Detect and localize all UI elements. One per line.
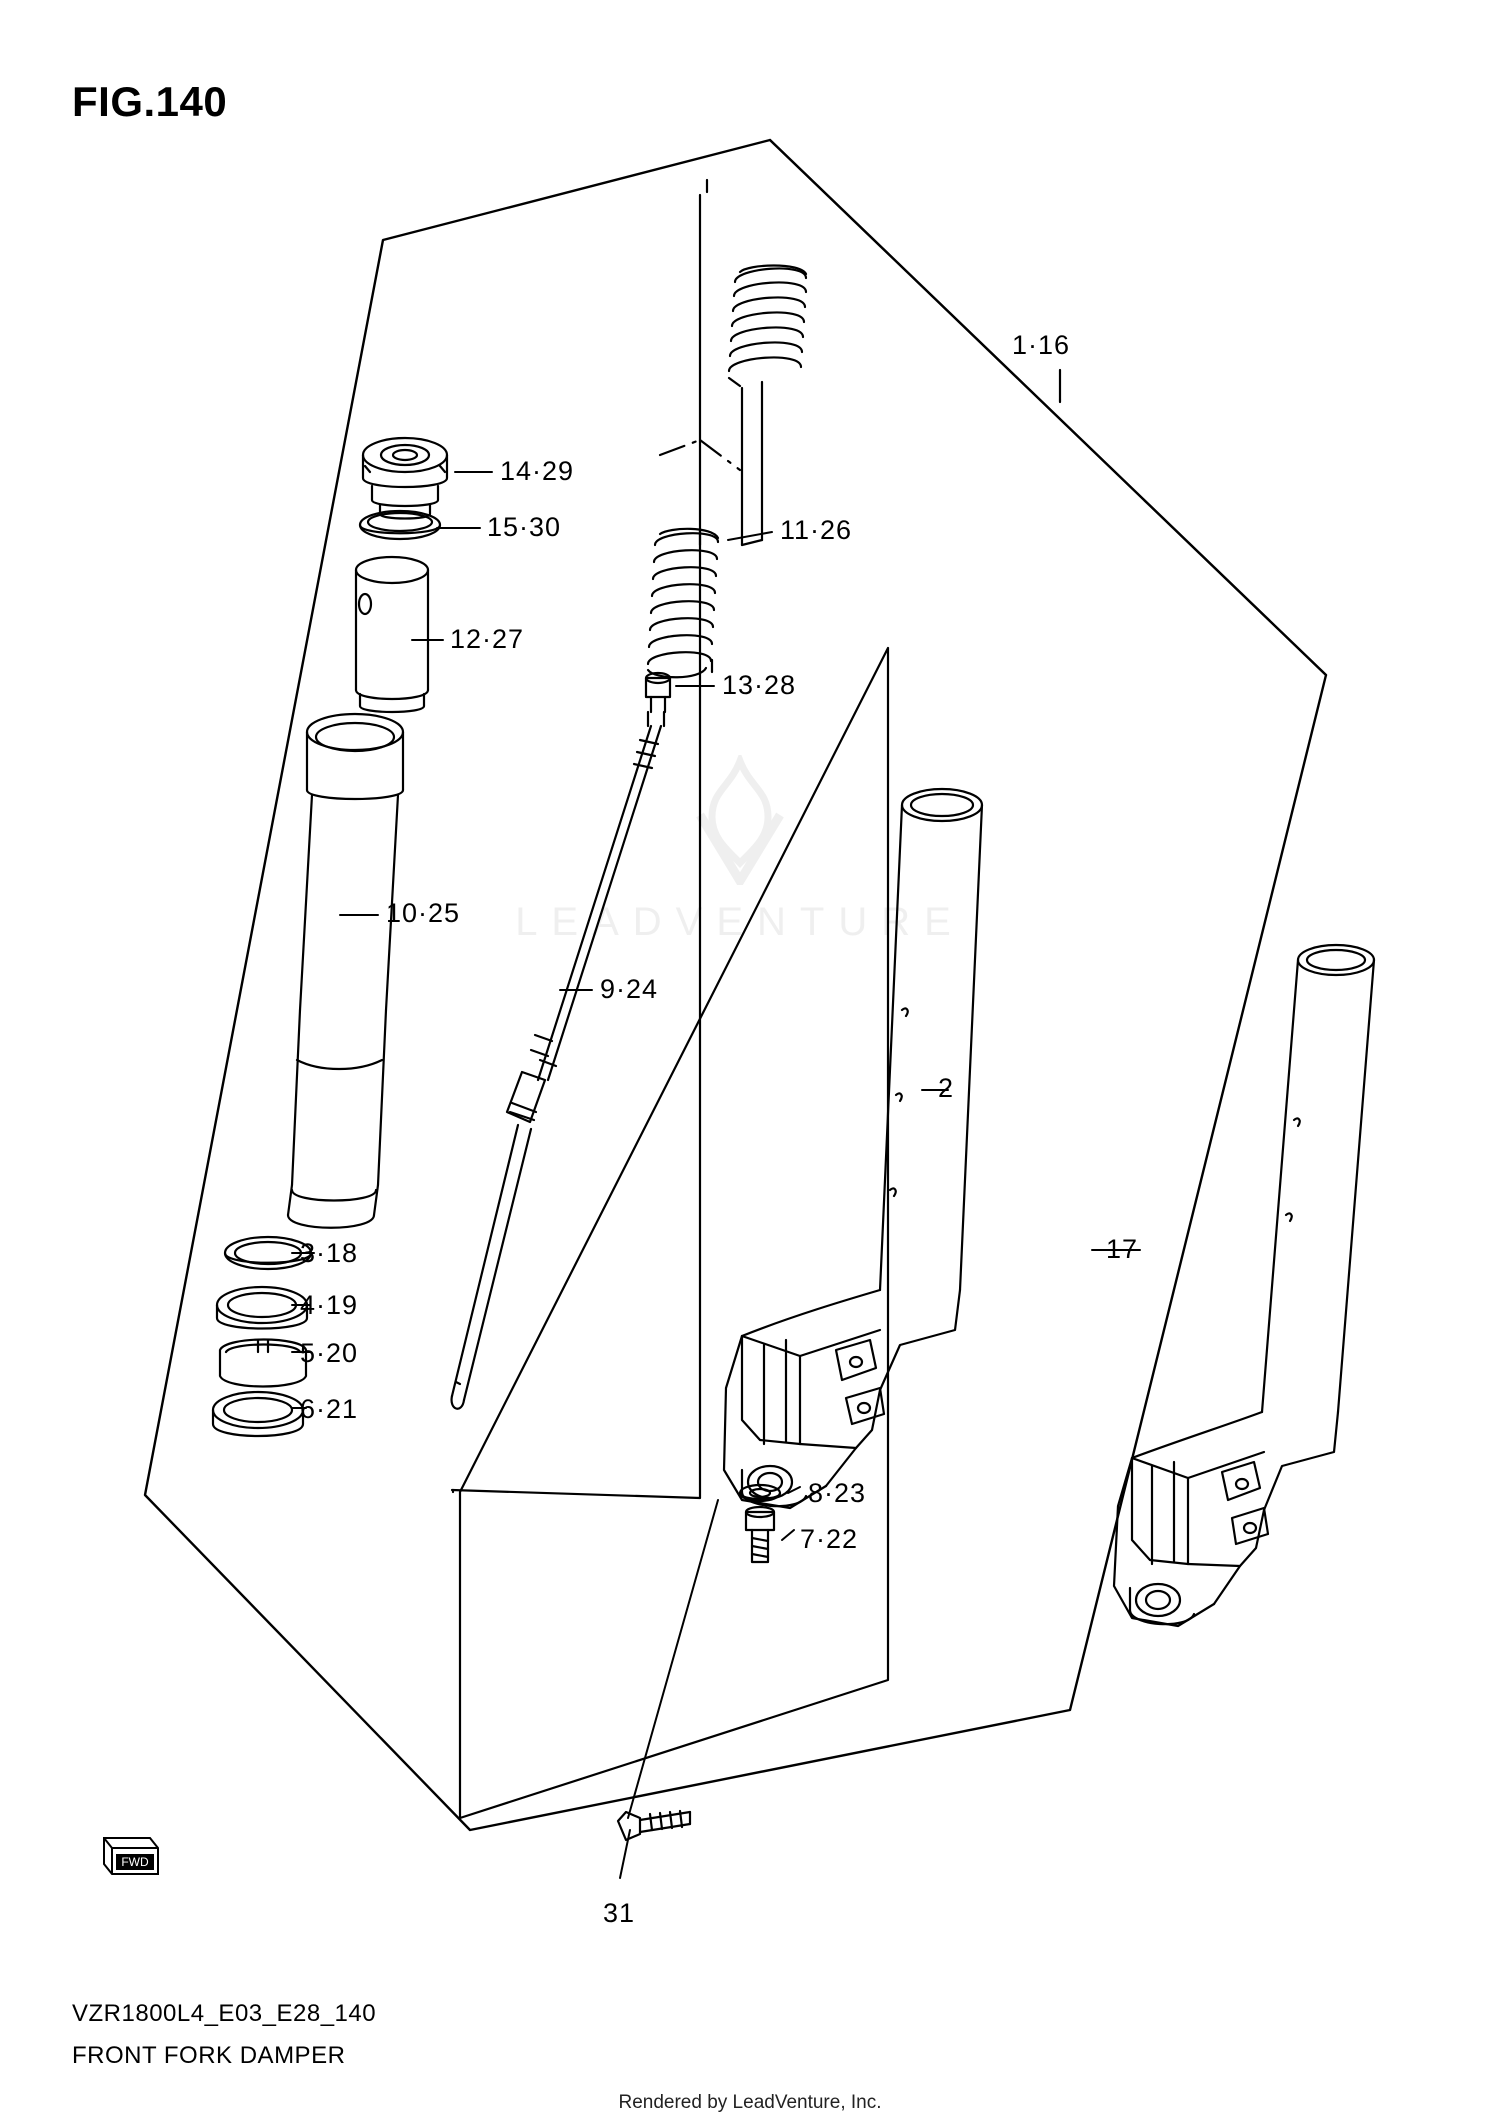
callout-3-18: 3·18 bbox=[300, 1238, 359, 1268]
watermark-text: LEADVENTURE bbox=[515, 900, 965, 944]
callout-4-19: 4·19 bbox=[300, 1290, 359, 1320]
group-outline-outer bbox=[145, 140, 1326, 1830]
callout-2: 2 bbox=[938, 1073, 955, 1103]
part-5-20-clip bbox=[220, 1340, 306, 1387]
callout-31: 31 bbox=[603, 1898, 636, 1928]
part-4-19-seal bbox=[217, 1287, 307, 1329]
part-13-28-nut bbox=[646, 673, 670, 712]
callout-10-25: 10·25 bbox=[386, 898, 461, 928]
figure-title: FIG.140 bbox=[72, 78, 228, 125]
part-6-21-dust-seal bbox=[213, 1392, 303, 1436]
callout-15-30: 15·30 bbox=[487, 512, 562, 542]
part-7-22-bolt bbox=[746, 1507, 774, 1562]
figure-name: FRONT FORK DAMPER bbox=[72, 2042, 346, 2069]
callout-17: 17 bbox=[1106, 1234, 1139, 1264]
callout-12-27: 12·27 bbox=[450, 624, 525, 654]
callout-9-24: 9·24 bbox=[600, 974, 659, 1004]
callout-6-21: 6·21 bbox=[300, 1394, 359, 1424]
svg-text:FWD: FWD bbox=[121, 1855, 149, 1869]
callout-7-22: 7·22 bbox=[800, 1524, 859, 1554]
fwd-direction-icon bbox=[100, 1832, 162, 1880]
callout-8-23: 8·23 bbox=[808, 1478, 867, 1508]
part-15-30-oring bbox=[360, 511, 440, 539]
render-credit: Rendered by LeadVenture, Inc. bbox=[618, 2092, 882, 2113]
part-10-25-inner-tube bbox=[288, 714, 403, 1228]
figure-code: VZR1800L4_E03_E28_140 bbox=[72, 2000, 377, 2027]
callout-14-29: 14·29 bbox=[500, 456, 575, 486]
callout-1-16: 1·16 bbox=[1012, 330, 1071, 360]
group-outline-hidden bbox=[330, 195, 1112, 1780]
part-11-26-spring bbox=[648, 529, 718, 677]
part-17-outer-tube bbox=[1114, 945, 1374, 1626]
part-12-27-spacer bbox=[356, 557, 428, 712]
part-9-24-damper-rod bbox=[452, 712, 664, 1409]
leader-lines bbox=[292, 472, 1140, 1878]
callout-13-28: 13·28 bbox=[722, 670, 797, 700]
callout-11-26: 11·26 bbox=[780, 515, 853, 545]
part-14-29-cap bbox=[363, 438, 447, 519]
part-top-spring bbox=[729, 266, 806, 387]
callout-5-20: 5·20 bbox=[300, 1338, 359, 1368]
